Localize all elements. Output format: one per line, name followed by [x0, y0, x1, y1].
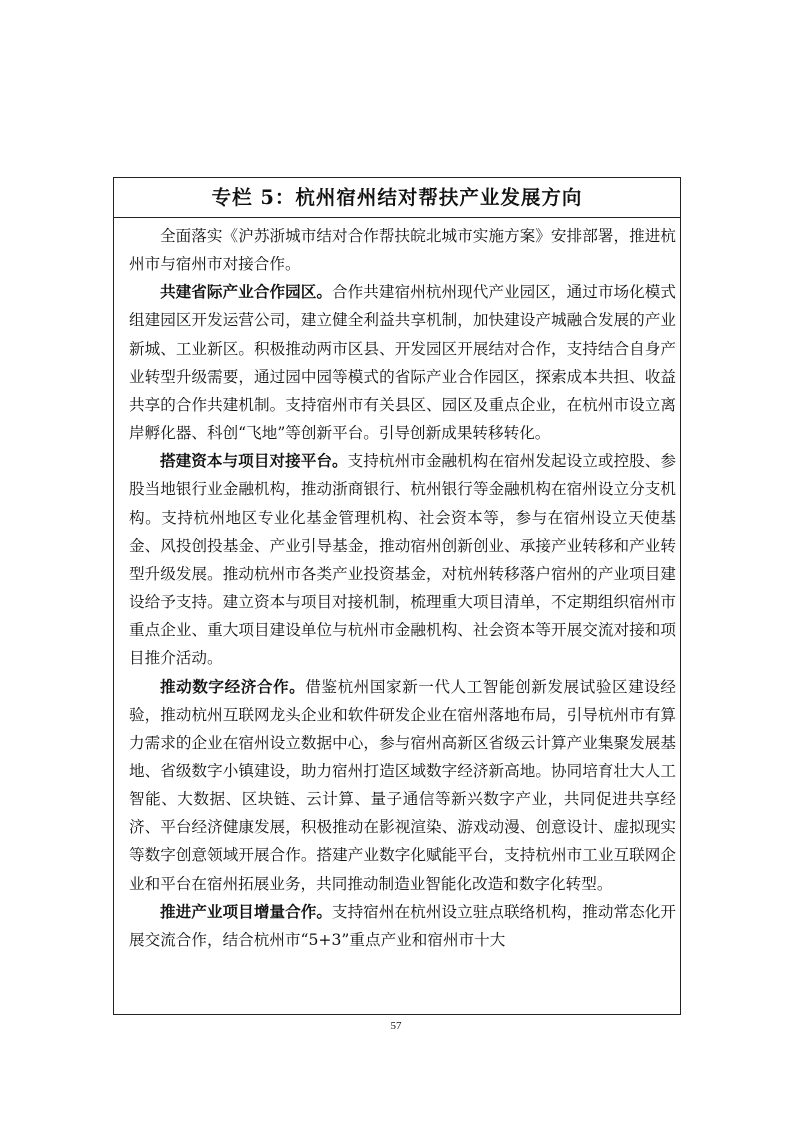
paragraph-capital-platform [129, 447, 676, 672]
paragraph-lead: 推动数字经济合作。 [160, 676, 306, 696]
paragraph-project-cooperation [129, 898, 676, 954]
paragraph-text: 全面落实《沪苏浙城市结对合作帮扶皖北城市实施方案》安排部署，推进杭州市与宿州市对接合作。 [129, 227, 676, 274]
paragraph-text: 支持杭州市金融机构在宿州发起设立或控股、参股当地银行业金融机构，推动浙商银行、杭州银行等金融机构在宿州设立分支机构。支持杭州地区专业化基金管理机构、社会资本等，参与在宿州设立天使基金、风投创投基金、产业引导基金，推动宿州创新创业、承接产业转移和产业转型升级发展。推动杭州市各类产业投资基金，对杭州转移落户宿州的产业项目建设给予支持。建立资本与项目对接机制，梳理重大项目清单，不定期组织宿州市重点企业、重大项目建设单位与杭州市金融机构、社会资本等开展交流对接和项目推介活动。 [129, 452, 676, 668]
paragraph-lead: 搭建资本与项目对接平台。 [160, 451, 348, 471]
box-title: 专栏 5：杭州宿州结对帮扶产业发展方向 [114, 178, 680, 218]
paragraph-text: 合作共建宿州杭州现代产业园区，通过市场化模式组建园区开发运营公司，建立健全利益共享机制，加快建设产城融合发展的产业新城、工业新区。积极推动两市区县、开发园区开展结对合作，支持结合自身产业转型升级需要，通过园中园等模式的省际产业合作园区，探索成本共担、收益共享的合作共建机制。支持宿州市有关县区、园区及重点企业，在杭州市设立离岸孵化器、科创“飞地”等创新平台。引导创新成果转移转化。 [129, 283, 676, 443]
page-number: 57 [390, 1020, 402, 1032]
paragraph-text: 支持宿州在杭州设立驻点联络机构，推动常态化开展交流合作，结合杭州市“5+3”重点产业和宿州市十大 [129, 902, 676, 949]
box-content [114, 218, 680, 954]
paragraph-text: 借鉴杭州国家新一代人工智能创新发展试验区建设经验，推动杭州互联网龙头企业和软件研发企业在宿州落地布局，引导杭州市有算力需求的企业在宿州设立数据中心，参与宿州高新区省级云计算产业集聚发展基地、省级数字小镇建设，助力宿州打造区域数字经济新高地。协同培育壮大人工智能、大数据、区块链、云计算、量子通信等新兴数字产业，共同促进共享经济、平台经济健康发展，积极推动在影视渲染、游戏动漫、创意设计、虚拟现实等数字创意领域开展合作。搭建产业数字化赋能平台，支持杭州市工业互联网企业和平台在宿州拓展业务，共同推动制造业智能化改造和数字化转型。 [129, 677, 676, 893]
paragraph-lead: 推进产业项目增量合作。 [160, 901, 333, 921]
paragraph-lead: 共建省际产业合作园区。 [160, 282, 333, 302]
paragraph-intro [129, 222, 676, 278]
feature-box [113, 177, 681, 1015]
paragraph-industrial-park [129, 278, 676, 447]
paragraph-digital-economy [129, 673, 676, 898]
